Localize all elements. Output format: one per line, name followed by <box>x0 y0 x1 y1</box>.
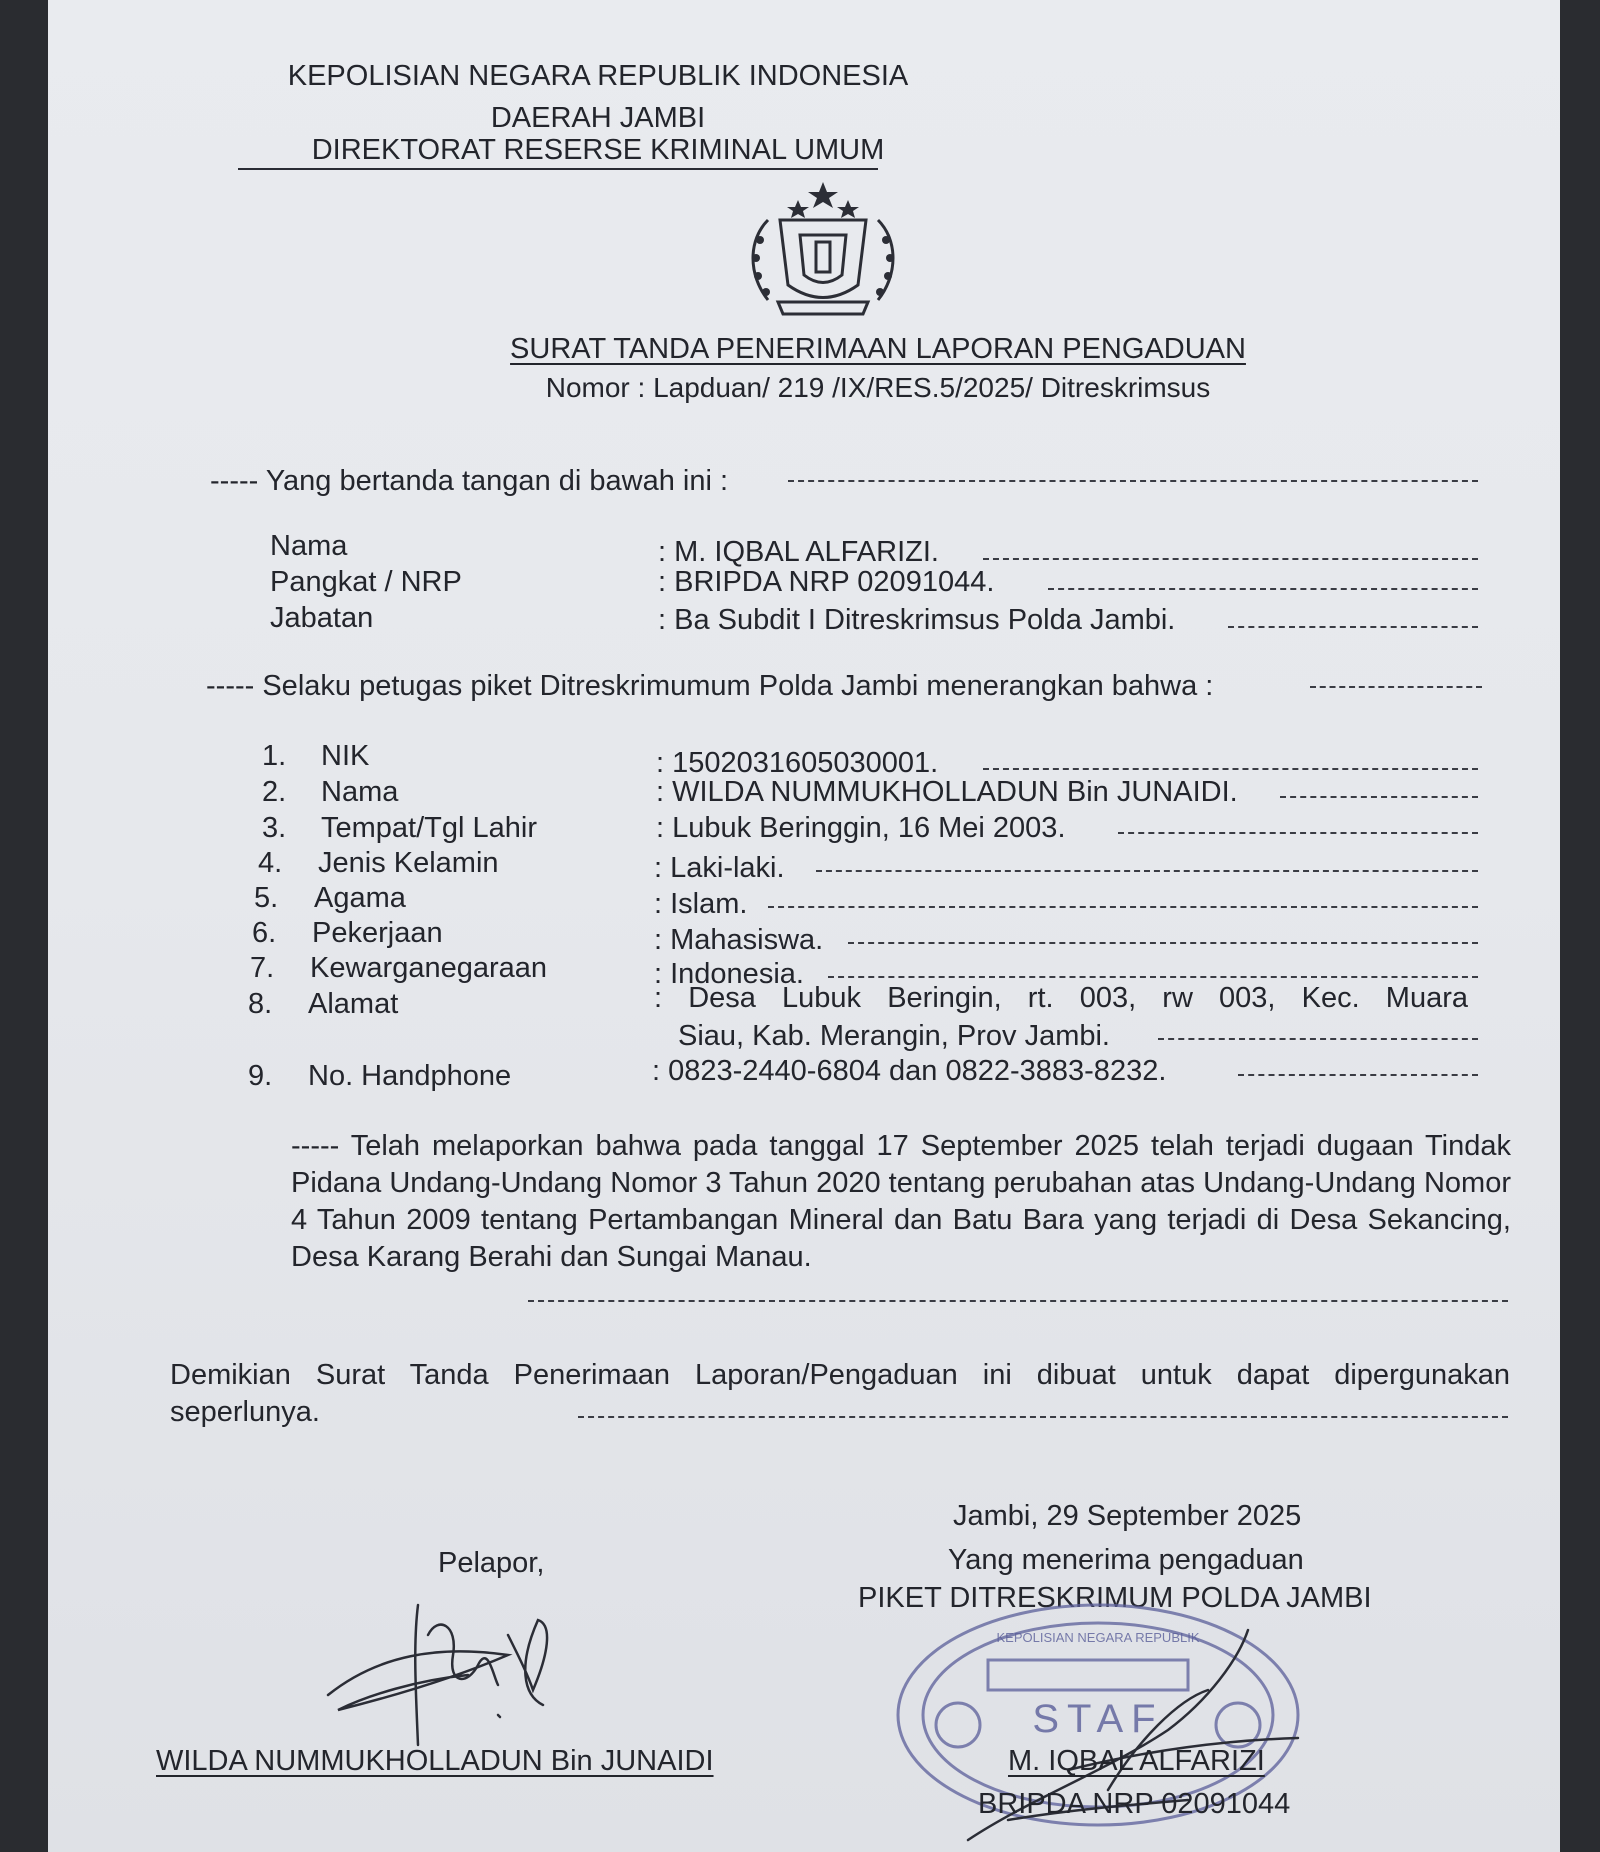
dash-fill <box>1228 626 1478 628</box>
receiver-caption: Yang menerima pengaduan <box>948 1544 1304 1576</box>
stamp-word: STAF <box>1032 1697 1164 1741</box>
reporter-gender-value: : Laki-laki. <box>654 852 785 884</box>
dash-fill <box>983 768 1478 770</box>
reporter-address-label: Alamat <box>308 988 399 1020</box>
reporter-nik-label: NIK <box>321 740 370 772</box>
reporter-signature <box>318 1595 608 1755</box>
reporter-phone-value: : 0823-2440-6804 dan 0822-3883-8232. <box>652 1055 1167 1087</box>
document-number: Nomor : Lapduan/ 219 /IX/RES.5/2025/ Ditreskrimsus <box>545 372 1211 403</box>
reporter-job-label: Pekerjaan <box>312 917 443 949</box>
officer-position-label: Jabatan <box>270 602 374 634</box>
dash-fill <box>816 870 1478 872</box>
dash-fill <box>1158 1038 1478 1040</box>
officer-position-value: : Ba Subdit I Ditreskrimsus Polda Jambi. <box>658 604 1176 636</box>
dash-fill <box>768 906 1478 908</box>
place-date: Jambi, 29 September 2025 <box>953 1500 1302 1532</box>
reporter-num: 7. <box>250 952 275 984</box>
reporter-num: 1. <box>262 740 287 772</box>
dash-fill <box>983 558 1478 560</box>
police-emblem <box>738 180 908 325</box>
reporter-birth-value: : Lubuk Beringgin, 16 Mei 2003. <box>656 812 1066 844</box>
reporter-address-value: : Desa Lubuk Beringin, rt. 003, rw 003, Kec. Muara <box>654 982 1468 1014</box>
officer-name-value: : M. IQBAL ALFARIZI. <box>658 536 939 568</box>
reporter-religion-label: Agama <box>314 882 406 914</box>
officer-name-label: Nama <box>270 530 348 562</box>
reporter-name-value: : WILDA NUMMUKHOLLADUN Bin JUNAIDI. <box>656 776 1238 808</box>
reporter-num: 4. <box>258 847 283 879</box>
reporter-gender-label: Jenis Kelamin <box>318 847 499 879</box>
reporter-num: 9. <box>248 1060 273 1092</box>
header-region: DAERAH JAMBI <box>490 102 706 134</box>
reporter-caption: Pelapor, <box>438 1547 545 1579</box>
reporter-birth-label: Tempat/Tgl Lahir <box>321 812 537 844</box>
reporter-num: 6. <box>252 917 277 949</box>
receiver-unit: PIKET DITRESKRIMUM POLDA JAMBI <box>858 1582 1372 1614</box>
reporter-num: 2. <box>262 776 287 808</box>
reporter-num: 8. <box>248 988 273 1020</box>
reporter-name: WILDA NUMMUKHOLLADUN Bin JUNAIDI <box>156 1745 714 1777</box>
signer-intro: ----- Yang bertanda tangan di bawah ini : <box>210 465 729 497</box>
reporter-nik-value: : 1502031605030001. <box>656 747 939 779</box>
receiver-rank: BRIPDA NRP 02091044 <box>978 1788 1291 1820</box>
reporter-num: 3. <box>262 812 287 844</box>
reporter-job-value: : Mahasiswa. <box>654 924 824 956</box>
officer-rank-value: : BRIPDA NRP 02091044. <box>658 566 995 598</box>
report-paragraph: ----- Telah melaporkan bahwa pada tanggal 17 September 2025 telah terjadi dugaan Tindak Pidana Undang-Undang Nomor 3 Tahun 2020 tentang perubahan atas Undang-Undang Nomor 4 Tahun 2009 tentang Pertambangan Mineral dan Batu Bara yang terjadi di Desa Sekancing, Desa Karang Berahi dan Sungai Manau. <box>291 1130 1511 1273</box>
header-institution: KEPOLISIAN NEGARA REPUBLIK INDONESIA <box>287 60 909 92</box>
officer-rank-label: Pangkat / NRP <box>270 566 462 598</box>
stamp-text: KEPOLISIAN NEGARA REPUBLIK <box>996 1630 1200 1645</box>
reporter-num: 5. <box>254 882 279 914</box>
reporter-citizenship-value: : Indonesia. <box>654 958 804 990</box>
document-title: SURAT TANDA PENERIMAAN LAPORAN PENGADUAN <box>510 333 1246 365</box>
reporter-religion-value: : Islam. <box>654 888 748 920</box>
reporter-phone-label: No. Handphone <box>308 1060 512 1092</box>
statement-intro: ----- Selaku petugas piket Ditreskrimumum Polda Jambi menerangkan bahwa : <box>206 670 1214 702</box>
receiver-name: M. IQBAL ALFARIZI <box>1008 1745 1265 1777</box>
header-directorate: DIREKTORAT RESERSE KRIMINAL UMUM <box>311 134 885 166</box>
reporter-address-value-2: Siau, Kab. Merangin, Prov Jambi. <box>678 1020 1110 1052</box>
dash-fill <box>1048 588 1478 590</box>
reporter-citizenship-label: Kewarganegaraan <box>310 952 548 984</box>
dash-fill <box>528 1300 1508 1302</box>
header-rule <box>238 168 878 170</box>
document-paper <box>48 0 1560 1852</box>
dash-fill <box>788 480 1478 482</box>
reporter-name-label: Nama <box>321 776 399 808</box>
dash-fill <box>1310 686 1482 688</box>
dash-fill <box>848 942 1478 944</box>
dash-fill <box>1280 796 1478 798</box>
dash-fill <box>578 1416 1508 1418</box>
dash-fill <box>828 976 1478 978</box>
closing-paragraph: Demikian Surat Tanda Penerimaan Laporan/Pengaduan ini dibuat untuk dapat dipergunakan seperlunya. <box>170 1359 1510 1428</box>
dash-fill <box>1238 1074 1478 1076</box>
dash-fill <box>1118 832 1478 834</box>
